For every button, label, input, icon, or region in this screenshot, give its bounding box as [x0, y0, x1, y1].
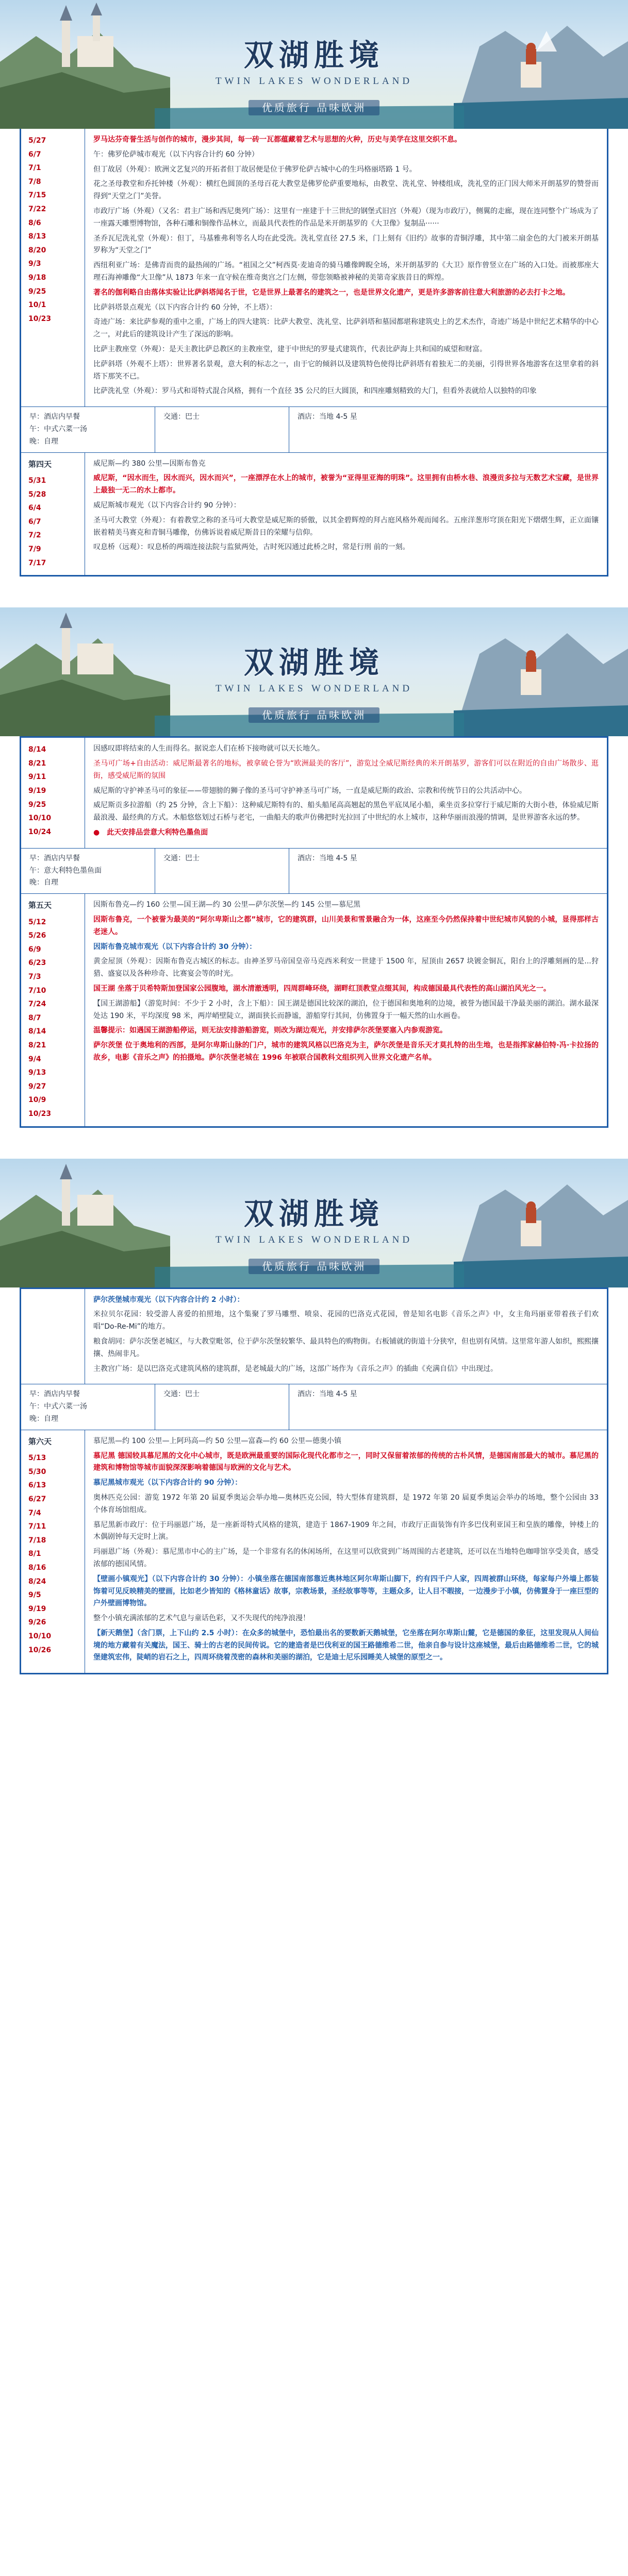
- itinerary-paragraph: 奥林匹克公园：游览 1972 年第 20 届夏季奥运会举办地—奥林匹克公园，特大型体育建筑群，是 1972 年第 20 届夏季奥运会举办的场地，整个公园由 33 个体育场馆组成。: [93, 1493, 599, 1514]
- departure-date: 5/27: [28, 137, 46, 145]
- itinerary-paragraph: 【壁画小镇观光】（以下内容合计约 30 分钟）：小镇坐落在德国南部靠近奥林地区阿尔卑斯山脚下，约有四千户人家，四周被群山环绕，每家每户外墙上都装饰着可见反映精美的壁画，比如老少皆知的《格林童话》故事，宗教场景，圣经故事等等，主题众多，让人目不暇接，一边漫步于小镇，仿佛置身于一座巨型的户外壁画博物馆。: [93, 1574, 599, 1608]
- departure-date: 7/3: [28, 973, 41, 981]
- day-label: 第四天: [28, 459, 52, 469]
- hotel-cell: 酒店：当地 4-5 星: [298, 854, 357, 862]
- itinerary-paragraph: 威尼斯，“因水而生，因水而兴，因水而兴”，一座漂浮在水上的城市，被誉为“亚得里亚海的明珠”。这里拥有由桥水巷、浪漫贡多拉与无数艺术宝藏，是世界上最独一无二的水上都市。: [93, 474, 599, 495]
- itinerary-paragraph: 比萨主教座堂（外观）：是天主教比萨总教区的主教座堂，建于中世纪的罗曼式建筑作，代表比萨海上共和国的威望和财富。: [93, 345, 487, 353]
- departure-date: 10/23: [28, 1109, 52, 1118]
- departure-date: 9/26: [28, 1618, 46, 1627]
- itinerary-paragraph: 萨尔茨堡 位于奥地利的西部，是阿尔卑斯山脉的门户，城市的建筑风格以巴洛克为主，萨尔茨堡是音乐天才莫扎特的出生地，也是指挥家赫伯特·冯·卡拉扬的故乡，电影《音乐之声》的拍摄地。萨尔茨堡老城在 1996 年被联合国教科文组织列入世界文化遗产名单。: [93, 1041, 599, 1062]
- departure-date: 7/9: [28, 545, 41, 553]
- meal-cell: 早：酒店内早餐 午：意大利特色墨鱼面 晚：自理: [21, 849, 155, 893]
- traffic-cell: 交通：巴士: [155, 1384, 289, 1429]
- departure-date: 9/18: [28, 273, 46, 282]
- departure-date: 6/4: [28, 504, 41, 513]
- day-content: [85, 894, 607, 1126]
- departure-date: 6/7: [28, 150, 41, 159]
- day-row: [21, 738, 607, 848]
- day-content: [85, 738, 607, 848]
- date-column: [21, 453, 85, 575]
- itinerary-paragraph: 罗马达芬奇誉生活与创作的城市，漫步其间，每一砖一瓦都蕴藏着艺术与思想的火种，历史与美学在这里交织不息。: [93, 135, 461, 144]
- departure-date: 7/24: [28, 1000, 46, 1009]
- departure-date: 8/13: [28, 232, 46, 241]
- itinerary-paragraph: 比萨斜塔（外观不上塔）：世界著名景观，意大利的标志之一，由于它的倾斜以及建筑特色使得比萨斜塔有着独无二的美丽，引得世界各地游客在这里拿着的斜塔下那笑不已。: [93, 360, 599, 381]
- hotel-cell: 酒店：当地 4-5 星: [298, 1390, 357, 1399]
- itinerary-paragraph: 西纽利亚广场：是佛青而贵的最热闹的广场。“祖国之父”柯西莫·麦迪奇的骑马雕像睥睨全场，米开朗基罗的《大卫》原作曾竖立在广场的入口处。而被那座大理石海神雕像“大卫像”从 1873 年来一直守候在维奇奥宫之门左侧，带您领略被神秘的美第奇家族昔日的辉煌。: [93, 261, 599, 282]
- departure-date: 10/10: [28, 814, 52, 823]
- departure-date: 5/28: [28, 490, 46, 499]
- day-row: [21, 1289, 607, 1384]
- departure-date: 8/21: [28, 759, 46, 768]
- departure-date: 10/10: [28, 1632, 52, 1640]
- departure-date: 8/20: [28, 246, 46, 255]
- itinerary-paragraph: 威尼斯—约 380 公里—因斯布鲁克: [93, 459, 206, 468]
- header-banner: [0, 0, 628, 129]
- itinerary-paragraph: 奇迹广场：来比萨参观的重中之重，广场上的四大建筑：比萨大教堂、洗礼堂、比萨斜塔和墓园都堪称建筑史上的艺术杰作，奇迹广场是中世纪艺术精华的中心之一，对此后的建筑设计产生了深远的影响。: [93, 318, 599, 339]
- itinerary-paragraph: 著名的伽利略自由落体实验让比萨斜塔闻名于世，它是世界上最著名的建筑之一，也是世界文化遗产，更是许多游客前往意大利旅游的必去打卡之地。: [93, 288, 570, 297]
- itinerary-paragraph: 整个小镇充满浓郁的艺术气息与童话色彩，又不失现代的纯净浪漫！: [93, 1614, 310, 1623]
- departure-date: 5/31: [28, 477, 46, 485]
- departure-date: 7/8: [28, 177, 41, 186]
- departure-date: 8/21: [28, 1041, 46, 1049]
- itinerary-paragraph: 圣马可大教堂（外观）：有着教堂之称的圣马可大教堂是威尼斯的骄傲，以其金碧辉煌的拜占庭风格外观而闻名。五座洋葱形穹顶在阳光下熠熠生辉，正立面镶嵌着精美马赛克和青铜马雕像，仿佛诉说着威尼斯昔日的荣耀与信仰。: [93, 516, 599, 537]
- itinerary-paragraph: 但丁故居（外观）：欧洲文艺复兴的开拓者但丁故居便是位于佛罗伦萨古城中心的生玛格丽塔路 1 号。: [93, 165, 417, 174]
- departure-date: 8/16: [28, 1563, 46, 1572]
- itinerary-paragraph: 慕尼黑—约 100 公里—上阿玛高—约 50 公里—富森—约 60 公里—德奥小镇: [93, 1436, 342, 1445]
- departure-date: 8/7: [28, 1013, 41, 1022]
- departure-date: 10/1: [28, 301, 46, 310]
- banner-title: 双湖胜境: [243, 1196, 384, 1231]
- banner-title: 双湖胜境: [243, 38, 384, 73]
- day-row: [21, 893, 607, 1126]
- departure-date: 9/5: [28, 1591, 41, 1600]
- itinerary-paragraph: 温馨提示：如遇国王湖游船停运，则无法安排游船游览，则改为湖边观光，并安排萨尔茨堡要塞入内参观游览。: [93, 1026, 447, 1035]
- departure-date: 9/27: [28, 1082, 46, 1091]
- departure-date: 6/13: [28, 1481, 46, 1490]
- departure-date: 8/14: [28, 745, 46, 754]
- day-label: 第六天: [28, 1436, 52, 1446]
- day-content: [85, 1289, 607, 1384]
- itinerary-paragraph: 圣马可广场+自由活动：威尼斯最著名的地标，被拿破仑誉为“欧洲最美的客厅”，游览过全威尼斯经典的米开朗基罗，游客们可以在附近的自由广场散步、逛街，感受威尼斯的氛围: [93, 759, 599, 780]
- day-row: [21, 129, 607, 406]
- departure-date: 10/9: [28, 1096, 46, 1105]
- itinerary-paragraph: 慕尼黑新市政厅：位于玛丽恩广场，是一座新哥特式风格的建筑，建造于 1867-1909 年之间，市政厅正面装饰有许多巴伐利亚国王和皇族的雕像，钟楼上的木偶剧钟每天定时上演。: [93, 1520, 599, 1541]
- departure-date: 6/9: [28, 945, 41, 954]
- meal-info-row: [21, 1384, 607, 1429]
- departure-date: 5/26: [28, 931, 46, 940]
- itinerary-paragraph: 慕尼黑城市观光（以下内容合计约 90 分钟）：: [93, 1479, 242, 1487]
- departure-date: 7/11: [28, 1522, 46, 1531]
- date-column: [21, 1430, 85, 1673]
- departure-date: 9/19: [28, 786, 46, 795]
- departure-date: 6/23: [28, 959, 46, 968]
- itinerary-paragraph: 圣乔瓦尼洗礼堂（外观）：但丁，马基雅弗利等名人均在此受洗。洗礼堂直径 27.5 米，门上刻有《旧约》故事的青铜浮雕，其中第二扇金色的大门被米开朗基罗称为“天堂之门”: [93, 234, 599, 255]
- departure-date: 8/24: [28, 1577, 46, 1586]
- departure-date: 9/11: [28, 773, 46, 782]
- departure-date: 7/17: [28, 558, 46, 567]
- page-gap: [0, 1128, 628, 1159]
- itinerary-paragraph: 因感叹即将结束的人生而得名。据说恋人们在桥下接吻就可以天长地久。: [93, 744, 324, 753]
- departure-date: 10/23: [28, 314, 52, 323]
- departure-date: 9/3: [28, 260, 41, 268]
- departure-date: 7/18: [28, 1536, 46, 1545]
- traffic-cell: 交通：巴士: [155, 849, 289, 893]
- departure-date: 5/12: [28, 918, 46, 926]
- departure-date: 9/19: [28, 1604, 46, 1613]
- departure-date: 9/25: [28, 800, 46, 809]
- itinerary-paragraph: 市政厅广场（外观）（又名：君主广场和西尼奥列广场）：这里有一座建于十三世纪的钢堡式旧宫（外观）（现为市政厅），侧翼的走廊，现在连同整个广场成为了一座露天雕塑博物馆，各种石雕和铜像作品林立，而最具代表性的作品是米开朗基罗的《大卫像》复制品······: [93, 207, 599, 228]
- day-row: [21, 1430, 607, 1673]
- banner-subtitle: TWIN LAKES WONDERLAND: [215, 683, 413, 694]
- itinerary-paragraph: 威尼斯的守护神圣马可的象征——带翅膀的狮子像的圣马可守护神圣马可广场，一直是威尼斯的政治、宗教和传统节日的公共活动中心。: [93, 786, 526, 795]
- banner-tagline: 优质旅行 品味欧洲: [0, 99, 628, 116]
- banner-tagline: 优质旅行 品味欧洲: [0, 1258, 628, 1275]
- itinerary-table-page3: [20, 1287, 608, 1675]
- date-column: [21, 894, 85, 1126]
- itinerary-paragraph: 主教宫广场：是以巴洛克式建筑风格的建筑群，是老城最大的广场，这部广场作为《音乐之声》的插曲《充满自信》中出现过。: [93, 1364, 498, 1373]
- banner-tagline: 优质旅行 品味欧洲: [0, 706, 628, 724]
- itinerary-paragraph: 因斯布鲁克，一个被誉为最美的“阿尔卑斯山之都”城市，它的建筑群，山川美景和雪景融合为一体，这座至今仍然保持着中世纪城市风貌的小城，显得那样古老迷人。: [93, 915, 599, 936]
- departure-date: 5/30: [28, 1467, 46, 1476]
- itinerary-paragraph: 因斯布鲁克城市观光（以下内容合计约 30 分钟）：: [93, 942, 257, 951]
- meal-info-row: [21, 406, 607, 452]
- departure-date: 7/22: [28, 205, 46, 213]
- day-row: [21, 452, 607, 575]
- itinerary-paragraph: 花之圣母教堂和乔托钟楼（外观）：横红色圆顶的圣母百花大教堂是佛罗伦萨重要地标，由教堂、洗礼堂、钟楼组成，洗礼堂的正门因大师米开朗基罗的赞誉而得到“天堂之门”美誉。: [93, 180, 599, 201]
- date-column: [21, 1289, 85, 1384]
- day-content: [85, 129, 607, 406]
- departure-date: 8/14: [28, 1027, 46, 1036]
- itinerary-paragraph: 比萨斜塔景点观光（以下内容合计约 60 分钟，不上塔）：: [93, 303, 277, 312]
- itinerary-paragraph: 萨尔茨堡城市观光（以下内容合计约 2 小时）：: [93, 1295, 244, 1304]
- header-banner: [0, 607, 628, 736]
- departure-date: 10/24: [28, 827, 52, 836]
- departure-date: 5/13: [28, 1454, 46, 1463]
- hotel-cell: 酒店：当地 4-5 星: [298, 413, 357, 421]
- departure-date: 6/7: [28, 517, 41, 526]
- departure-date: 9/4: [28, 1055, 41, 1063]
- itinerary-paragraph: 粮食胡同：萨尔茨堡老城区，与大教堂毗邻，位于萨尔茨堡较繁华、最具特色的购物街。右板铺就的街道十分狭窄，但也别有风情。这里常年游人如织，熙熙攘攘、热闹非凡。: [93, 1337, 599, 1358]
- itinerary-table-page2: [20, 736, 608, 1127]
- itinerary-paragraph: 威尼斯城市观光（以下内容合计约 90 分钟）：: [93, 501, 241, 510]
- day-label: 第五天: [28, 901, 52, 910]
- itinerary-paragraph: 米拉贝尔花园：较受游人喜爱的拍照地，这个集聚了罗马雕塑、喷泉、花园的巴洛克式花园，曾是知名电影《音乐之声》中，女主角玛丽亚带着孩子们欢唱“Do-Re-Mi”的地方。: [93, 1310, 599, 1331]
- day-content: [85, 1430, 607, 1673]
- header-banner: [0, 1159, 628, 1287]
- itinerary-paragraph: 比萨洗礼堂（外观）：罗马式和哥特式混合风格，拥有一个直径 35 公尺的巨大圆顶，和四座雕刻精致的大门，但看外表就给人以独特的印象: [93, 387, 537, 396]
- itinerary-paragraph: 慕尼黑 德国较具慕尼黑的文化中心城市，既是欧洲最重要的国际化现代化都市之一，同时又保留着浓郁的传统的古朴风情，是德国南部最大的城市。慕尼黑的建筑和博物馆等城市面貌深深影响着德国与欧洲的文化与艺术。: [93, 1451, 599, 1472]
- itinerary-paragraph: ● 此天安排品尝意大利特色墨鱼面: [93, 828, 208, 837]
- meal-cell: 早：酒店内早餐 午：中式六菜一汤 晚：自理: [21, 407, 155, 452]
- banner-title: 双湖胜境: [243, 645, 384, 681]
- day-content: [85, 453, 607, 575]
- departure-date: 8/6: [28, 218, 41, 227]
- departure-date: 7/1: [28, 164, 41, 173]
- banner-subtitle: TWIN LAKES WONDERLAND: [215, 1234, 413, 1245]
- itinerary-paragraph: 玛丽恩广场（外观）：慕尼黑市中心的主广场，是一个非常有名的休闲场所，在这里可以欣赏到广场周围的古老建筑，还可以在当地特色咖啡馆享受美食，感受浓郁的德国风情。: [93, 1548, 599, 1568]
- departure-date: 7/2: [28, 531, 41, 540]
- itinerary-table-page1: [20, 129, 608, 577]
- departure-date: 10/26: [28, 1646, 52, 1654]
- departure-date: 7/4: [28, 1509, 41, 1517]
- departure-date: 7/15: [28, 191, 46, 200]
- departure-date: 6/27: [28, 1495, 46, 1504]
- traffic-cell: 交通：巴士: [155, 407, 289, 452]
- page-gap: [0, 577, 628, 607]
- banner-subtitle: TWIN LAKES WONDERLAND: [215, 76, 413, 87]
- departure-date: 7/10: [28, 986, 46, 995]
- itinerary-paragraph: 午：佛罗伦萨城市观光（以下内容合计约 60 分钟）: [93, 150, 259, 159]
- departure-date: 8/1: [28, 1550, 41, 1558]
- itinerary-paragraph: 【国王湖游船】（游览时间：不少于 2 小时，含上下船）：国王湖是德国比较深的湖泊，位于德国和奥地利的边境，被誉为德国最干净最美丽的湖泊。湖水最深处达 190 米，平均深度 98 米，两岸峭壁陡立，湖面狭长而静谧，游船穿行其间，仿佛置身于一幅天然的山水画卷。: [93, 999, 599, 1020]
- itinerary-paragraph: 黄金屋顶（外观）：因斯布鲁克古城区的标志。由神圣罗马帝国皇帝马克西米利安一世建于 1500 年，屋顶由 2657 块镀金铜瓦，阳台上的浮雕刻画的是...狩猎、盛宴以及各种珍奇、比赛宴会等的时光。: [93, 957, 599, 978]
- date-column: [21, 129, 85, 406]
- itinerary-paragraph: 【新天鹅堡】（含门票，上下山约 2.5 小时）：在众多的城堡中，恐怕最出名的要数新天鹅城堡，它坐落在阿尔卑斯山麓，它是德国的象征，这里发现从人间仙境的地方藏着有关魔法，国王、骑士的古老的民间传说。它的建造者是巴伐利亚的国王路德维希二世，他亲自参与设计这座城堡，最后由路德维希二世，它的城堡建筑宏伟，陡峭的岩石之上，四周环绕着茂密的森林和美丽的湖泊，它是迪士尼乐园睡美人城堡的原型之一。: [93, 1629, 599, 1662]
- itinerary-paragraph: 叹息桥（远观）：叹息桥的两端连接法院与监狱两处，古时死囚通过此桥之时，常是行刑 前的一刻。: [93, 543, 410, 552]
- date-column: [21, 738, 85, 848]
- departure-date: 9/25: [28, 287, 46, 296]
- meal-info-row: [21, 848, 607, 893]
- departure-date: 9/13: [28, 1069, 46, 1077]
- itinerary-paragraph: 国王湖 坐落于贝希特斯加登国家公园腹地，湖水清澈透明，四周群峰环绕，湖畔红顶教堂点缀其间，构成德国最具代表性的高山湖泊风光之一。: [93, 984, 551, 993]
- meal-cell: 早：酒店内早餐 午：中式六菜一汤 晚：自理: [21, 1384, 155, 1429]
- itinerary-paragraph: 因斯布鲁克—约 160 公里—国王湖—约 30 公里—萨尔茨堡—约 145 公里—慕尼黑: [93, 901, 360, 909]
- itinerary-paragraph: 威尼斯贡多拉游船（约 25 分钟，含上下船）：这种威尼斯特有的、船头船尾高高翘起的黑色平底凤尾小船，乘坐贡多拉穿行于威尼斯的大街小巷，体验威尼斯最浪漫、最经典的方式。木船悠悠划过石桥与老宅，一曲船夫的歌声仿佛把时光拉回了中世纪的水上城市，这种华丽而浪漫的情调，是世界游客永远的梦。: [93, 801, 599, 822]
